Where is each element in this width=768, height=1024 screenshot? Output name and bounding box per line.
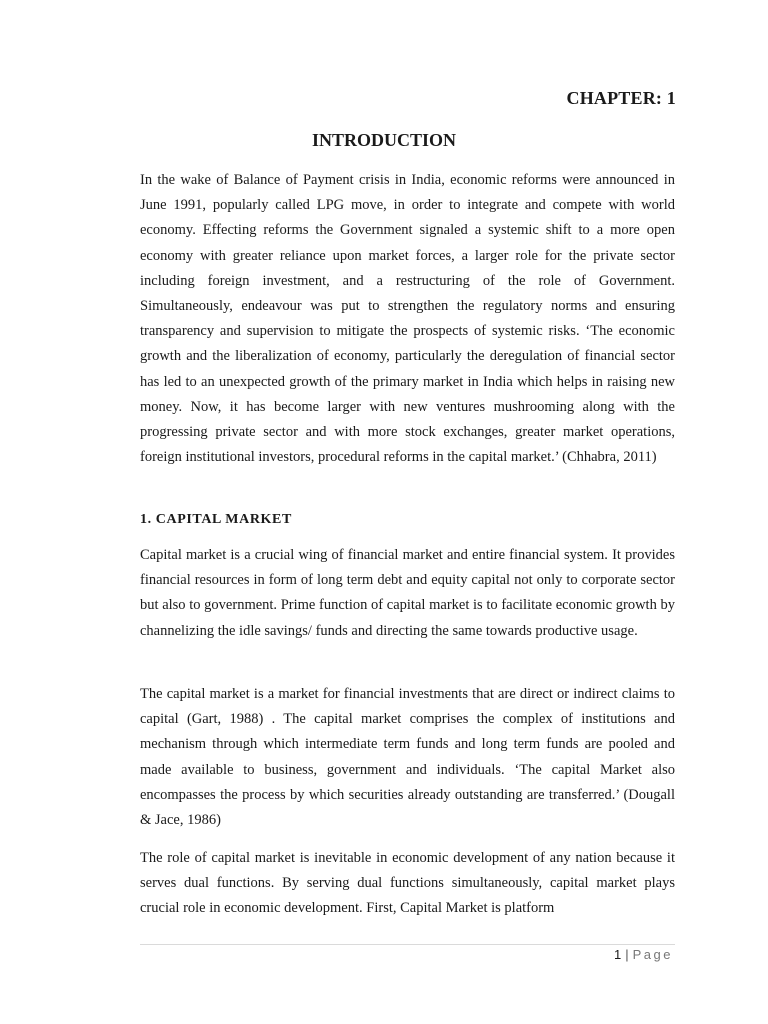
capital-market-paragraph-2: The capital market is a market for financial investments that are direct or indirect claims to capital (Gart, 1988) . The capital market comprises the complex of institutions and mechanism through which intermediate term funds and long term funds are pooled and made available to business, government and individuals. ‘The capital Market also encompasses the process by which securities already outstanding are transferred.’ (Dougall & Jace, 1986) (140, 686, 675, 829)
capital-market-paragraph-3: The role of capital market is inevitable in economic development of any nation because it serves dual functions. By serving dual functions simultaneously, capital market plays crucial role in economic development. First, Capital Market is platform (140, 850, 675, 917)
page-label: Page (632, 947, 673, 962)
section-heading: 1. CAPITAL MARKET (140, 512, 292, 527)
page-number: 1 (614, 947, 622, 962)
intro-paragraph: In the wake of Balance of Payment crisis in India, economic reforms were announced in June 1991, popularly called LPG move, in order to integrate and compete with world economy. Effecting reforms the Government signaled a systemic shift to a more open economy with greater reliance upon market forces, a larger role for the private sector including foreign investment, and a restructuring of the role of Government. Simultaneously, endeavour was put to strengthen the regulatory norms and ensuring transparency and supervision to mitigate the prospects of systemic risks. ‘The economic growth and the liberalization of economy, particularly the deregulation of financial sector has led to an unexpected growth of the primary market in India which helps in raising new money. Now, it has become larger with new ventures mushrooming along with the progressing private sector and with more stock exchanges, greater market operations, foreign institutional investors, procedural reforms in the capital market.’ (Chhabra, 2011) (140, 172, 675, 466)
page-title: INTRODUCTION (311, 130, 457, 150)
footer-divider (140, 944, 675, 945)
page-footer (614, 947, 673, 962)
footer-separator: | (625, 947, 629, 962)
capital-market-paragraph-1: Capital market is a crucial wing of financial market and entire financial system. It provides financial resources in form of long term debt and equity capital not only to corporate sector but also to government. Prime function of capital market is to facilitate economic growth by channelizing the idle savings/ funds and directing the same towards productive usage. (140, 547, 675, 639)
chapter-label: CHAPTER: 1 (566, 88, 676, 108)
